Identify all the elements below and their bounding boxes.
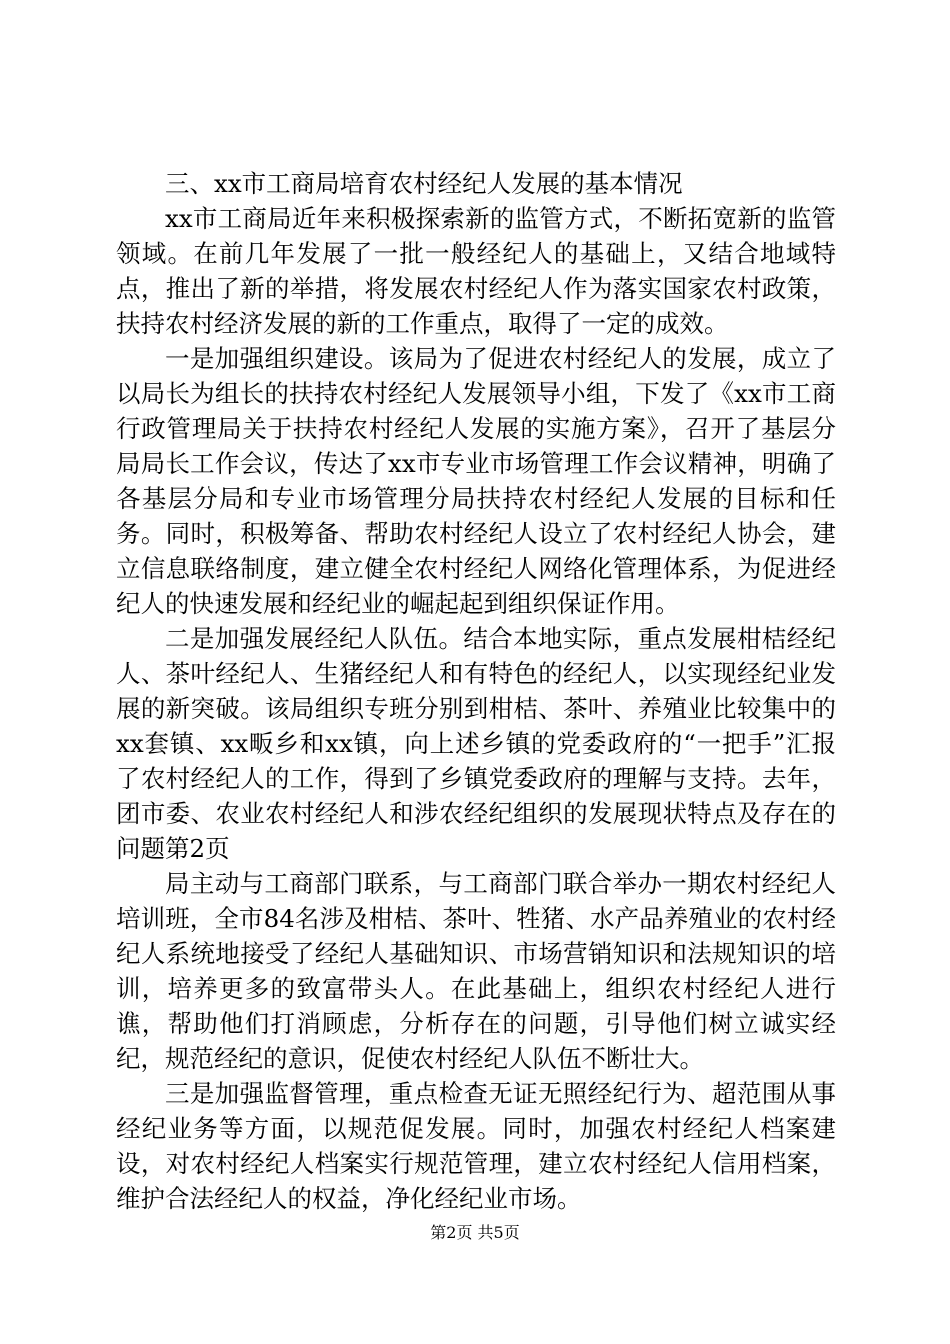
document-body <box>116 166 836 1216</box>
paragraph-organization: 一是加强组织建设。该局为了促进农村经纪人的发展，成立了以局长为组长的扶持农村经纪人发展领导小组，下发了《xx市工商行政管理局关于扶持农村经纪人发展的实施方案》，召开了基层分局局长工作会议，传达了xx市专业市场管理工作会议精神，明确了各基层分局和专业市场管理分局扶持农村经纪人发展的目标和任务。同时，积极筹备、帮助农村经纪人设立了农村经纪人协会，建立信息联络制度，建立健全农村经纪人网络化管理体系，为促进经纪人的快速发展和经纪业的崛起起到组织保证作用。 <box>116 344 836 618</box>
paragraph-supervision: 三是加强监督管理，重点检查无证无照经纪行为、超范围从事经纪业务等方面，以规范促发展。同时，加强农村经纪人档案建设，对农村经纪人档案实行规范管理，建立农村经纪人信用档案，维护合法经纪人的权益，净化经纪业市场。 <box>116 1079 836 1213</box>
section-heading: 三、xx市工商局培育农村经纪人发展的基本情况 <box>165 169 683 198</box>
page-footer <box>0 1222 950 1244</box>
paragraph-intro: xx市工商局近年来积极探索新的监管方式，不断拓宽新的监管领域。在前几年发展了一批一般经纪人的基础上，又结合地域特点，推出了新的举措，将发展农村经纪人作为落实国家农村政策，扶持农村经济发展的新的工作重点，取得了一定的成效。 <box>116 204 836 338</box>
paragraph-training: 局主动与工商部门联系，与工商部门联合举办一期农村经纪人培训班，全市84名涉及柑桔、茶叶、牲猪、水产品养殖业的农村经纪人系统地接受了经纪人基础知识、市场营销知识和法规知识的培训，培养更多的致富带头人。在此基础上，组织农村经纪人进行谯，帮助他们打消顾虑，分析存在的问题，引导他们树立诚实经纪，规范经纪的意识，促使农村经纪人队伍不断壮大。 <box>116 869 836 1073</box>
page-number: 第2页 共5页 <box>430 1223 520 1242</box>
paragraph-team-development: 二是加强发展经纪人队伍。结合本地实际，重点发展柑桔经纪人、茶叶经纪人、生猪经纪人和有特色的经纪人，以实现经纪业发展的新突破。该局组织专班分别到柑桔、茶叶、养殖业比较集中的xx套镇、xx畈乡和xx镇，向上述乡镇的党委政府的“一把手”汇报了农村经纪人的工作，得到了乡镇党委政府的理解与支持。去年，团市委、农业农村经纪人和涉农经纪组织的发展现状特点及存在的问题第2页 <box>116 624 836 863</box>
